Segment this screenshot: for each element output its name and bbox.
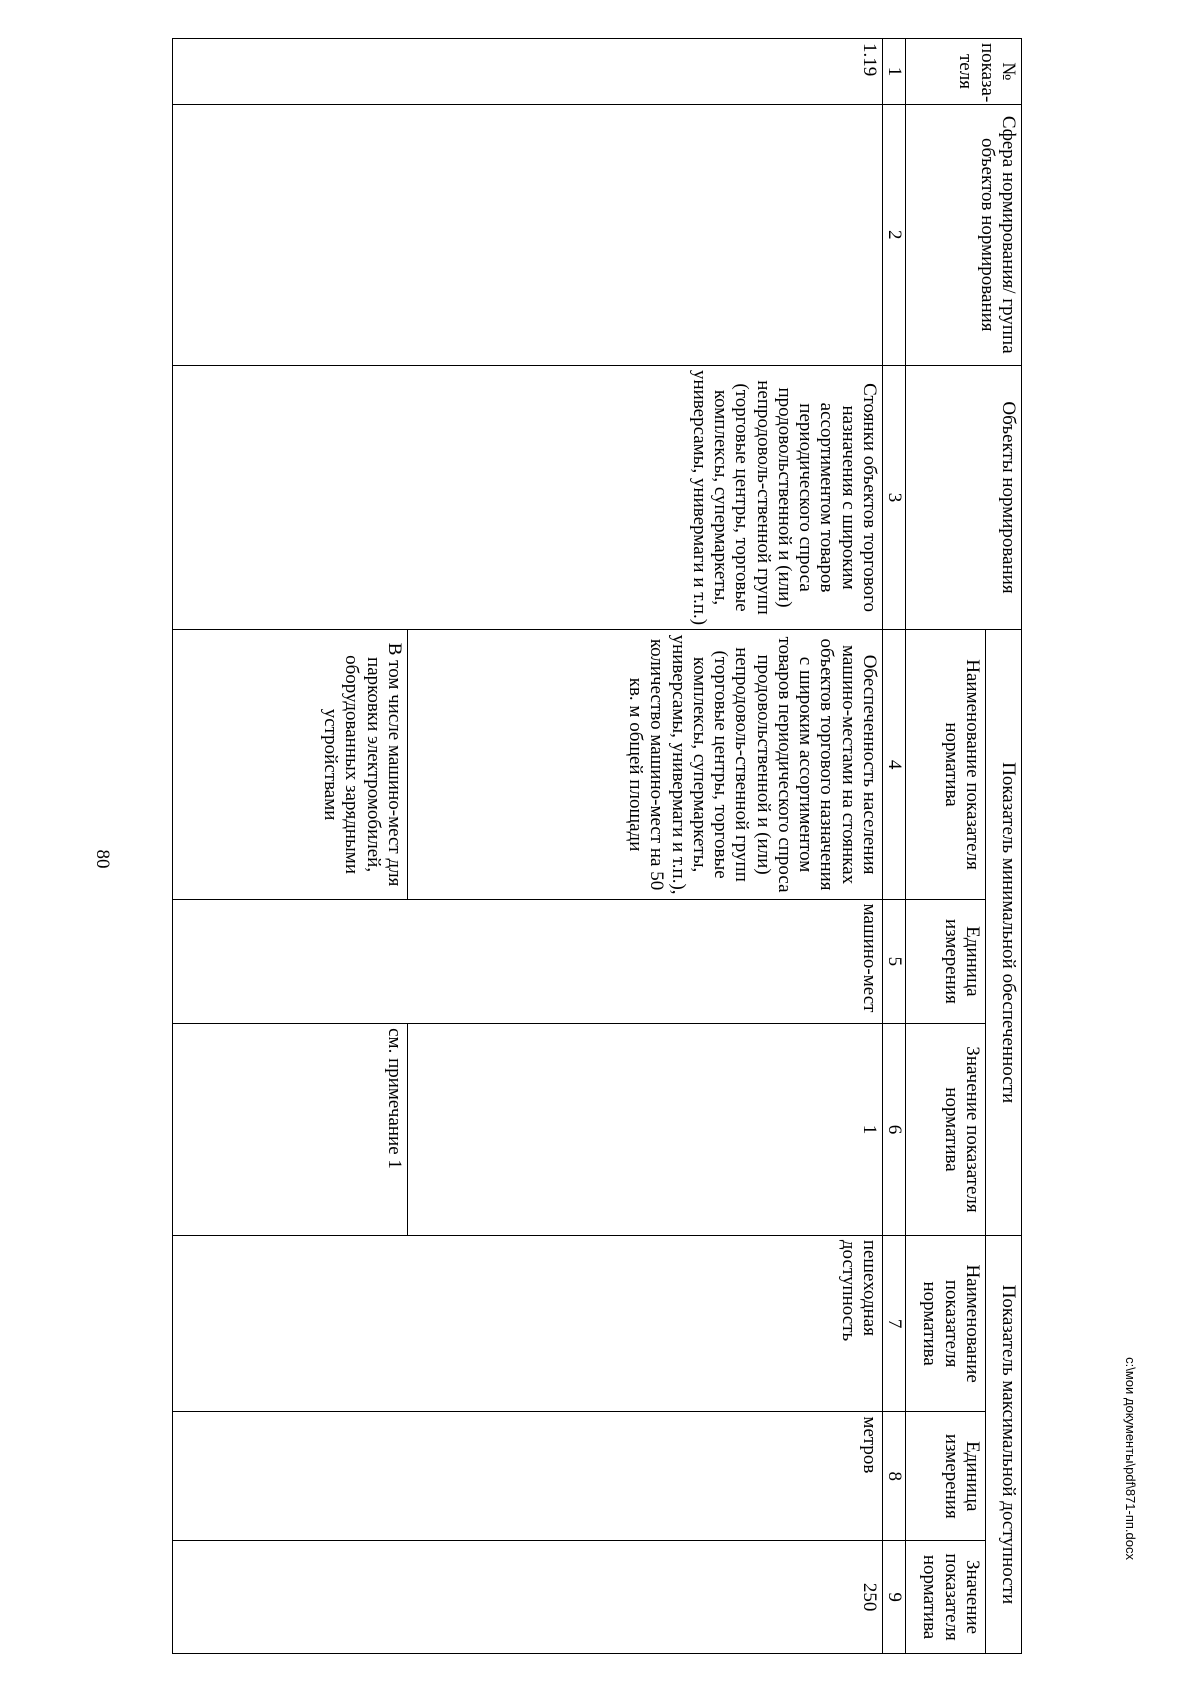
header-number: № показа-теля: [906, 39, 1022, 105]
norms-table: [172, 38, 1022, 1654]
header-min-value: Значение показателя норматива: [906, 1024, 986, 1236]
column-number: 7: [883, 1235, 906, 1412]
column-number: 3: [883, 365, 906, 630]
min-indicator-name-ev: В том числе машино-мест для парковки электромобилей, оборудованных зарядными устройствами: [173, 630, 408, 899]
table-container: [172, 38, 1022, 1654]
column-number: 2: [883, 104, 906, 365]
min-value: 1: [408, 1024, 883, 1236]
rotated-table: [172, 38, 1022, 1654]
column-number: 4: [883, 630, 906, 899]
min-value-ev: см. примечание 1: [173, 1024, 408, 1236]
column-number: 8: [883, 1412, 906, 1541]
table-row: [408, 39, 883, 1654]
max-indicator-name: пешеходная доступность: [173, 1235, 883, 1412]
min-unit: машино-мест: [173, 899, 883, 1023]
header-max-accessibility: Показатель максимальной доступности: [986, 1235, 1022, 1653]
column-number: 9: [883, 1541, 906, 1654]
page-number: 80: [92, 849, 113, 869]
column-number: 1: [883, 39, 906, 105]
norm-object: Стоянки объектов торгового назначения с широким ассортиментом товаров периодического спроса продовольственной и (или) непродоволь-ственной групп (торговые центры, торговые комплексы, супермаркеты, универсамы, универмаги и т.п.): [173, 365, 883, 630]
footer-file-path: c:\мои документы\pdf\871-пп.docx: [1123, 1357, 1138, 1560]
header-max-value: Значение показателя норматива: [906, 1541, 986, 1654]
max-value: 250: [173, 1541, 883, 1654]
column-number-row: [883, 39, 906, 1654]
header-min-provision: Показатель минимальной обеспеченности: [986, 630, 1022, 1235]
header-sphere: Сфера нормирования/ группа объектов нормирования: [906, 104, 1022, 365]
header-max-unit: Единица измерения: [906, 1412, 986, 1541]
norm-group: [173, 104, 883, 365]
header-min-unit: Единица измерения: [906, 899, 986, 1023]
column-number: 6: [883, 1024, 906, 1236]
indicator-id: 1.19: [173, 39, 883, 105]
min-indicator-name: Обеспеченность населения машино-местами на стоянках объектов торгового назначения с широким ассортиментом товаров периодического спроса продовольственной и (или) непродоволь-ственной групп (торговые центры, торговые комплексы, супермаркеты, универсамы, универмаги и т.п.), количество машино-мест на 50 кв. м общей площади: [408, 630, 883, 899]
column-number: 5: [883, 899, 906, 1023]
max-unit: метров: [173, 1412, 883, 1541]
header-objects: Объекты нормирования: [906, 365, 1022, 630]
header-min-name: Наименование показателя норматива: [906, 630, 986, 899]
header-max-name: Наименование показателя норматива: [906, 1235, 986, 1412]
